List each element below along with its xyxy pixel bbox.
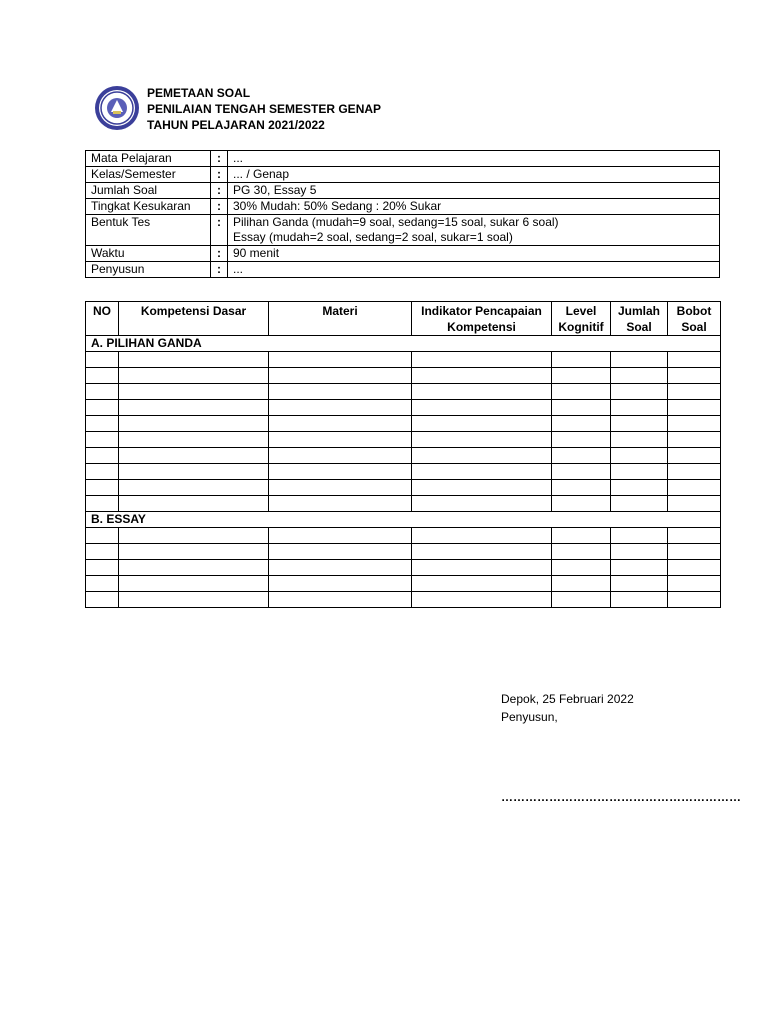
cell	[86, 544, 119, 560]
info-value: ...	[228, 151, 720, 167]
info-row	[86, 262, 720, 278]
cell	[552, 416, 611, 432]
info-label: Penyusun	[86, 262, 211, 278]
info-table	[85, 150, 720, 278]
cell	[611, 560, 668, 576]
cell	[412, 352, 552, 368]
signature-block	[501, 690, 634, 726]
cell	[552, 384, 611, 400]
cell	[119, 544, 269, 560]
cell	[412, 592, 552, 608]
table-row	[86, 544, 721, 560]
cell	[269, 480, 412, 496]
cell	[86, 368, 119, 384]
cell	[269, 368, 412, 384]
info-label: Waktu	[86, 246, 211, 262]
cell	[668, 368, 721, 384]
signature-line: ……………………………………………………	[501, 790, 741, 804]
cell	[668, 560, 721, 576]
header-title-2: PENILAIAN TENGAH SEMESTER GENAP	[147, 102, 382, 116]
cell	[119, 592, 269, 608]
table-header-row	[86, 302, 721, 336]
header-level-line-1: Level	[565, 304, 597, 318]
cell	[552, 464, 611, 480]
info-colon: :	[211, 215, 228, 246]
info-row	[86, 183, 720, 199]
cell	[119, 384, 269, 400]
section-row-essay	[86, 512, 721, 528]
cell	[552, 576, 611, 592]
cell	[412, 432, 552, 448]
header-bobot-line-2: Soal	[681, 320, 707, 334]
signature-role: Penyusun,	[501, 710, 558, 724]
cell	[86, 496, 119, 512]
cell	[119, 560, 269, 576]
info-value: 90 menit	[228, 246, 720, 262]
cell	[552, 544, 611, 560]
cell	[552, 352, 611, 368]
cell	[668, 544, 721, 560]
cell	[269, 528, 412, 544]
cell	[611, 576, 668, 592]
table-row	[86, 400, 721, 416]
cell	[86, 576, 119, 592]
info-colon: :	[211, 151, 228, 167]
cell	[668, 416, 721, 432]
header-level-line-2: Kognitif	[558, 320, 604, 334]
cell	[86, 464, 119, 480]
header-kompetensi-dasar: Kompetensi Dasar	[119, 302, 269, 336]
cell	[552, 368, 611, 384]
header-indikator	[412, 302, 552, 336]
info-colon: :	[211, 246, 228, 262]
cell	[119, 352, 269, 368]
header-jumlah-line-1: Jumlah	[617, 304, 660, 318]
cell	[668, 592, 721, 608]
header-no: NO	[86, 302, 119, 336]
table-row	[86, 560, 721, 576]
cell	[611, 480, 668, 496]
section-label: A. PILIHAN GANDA	[86, 336, 721, 352]
cell	[552, 496, 611, 512]
cell	[269, 560, 412, 576]
info-row	[86, 199, 720, 215]
cell	[412, 464, 552, 480]
table-row	[86, 432, 721, 448]
cell	[86, 560, 119, 576]
table-row	[86, 592, 721, 608]
cell	[119, 496, 269, 512]
table-row	[86, 480, 721, 496]
info-value-line-1: Pilihan Ganda (mudah=9 soal, sedang=15 soal, sukar 6 soal)	[233, 215, 559, 229]
header-title-1: PEMETAAN SOAL	[147, 86, 251, 100]
cell	[269, 592, 412, 608]
cell	[412, 384, 552, 400]
table-row	[86, 384, 721, 400]
header-indikator-line-1: Indikator Pencapaian	[421, 304, 542, 318]
mapping-table	[85, 301, 721, 608]
section-row-pilihan-ganda	[86, 336, 721, 352]
cell	[412, 544, 552, 560]
cell	[269, 352, 412, 368]
cell	[412, 576, 552, 592]
header-jumlah	[611, 302, 668, 336]
cell	[611, 592, 668, 608]
cell	[611, 352, 668, 368]
cell	[412, 496, 552, 512]
header-title-3: TAHUN PELAJARAN 2021/2022	[147, 118, 325, 132]
cell	[611, 448, 668, 464]
cell	[552, 400, 611, 416]
cell	[86, 416, 119, 432]
cell	[86, 400, 119, 416]
section-label: B. ESSAY	[86, 512, 721, 528]
cell	[86, 384, 119, 400]
table-body	[86, 336, 721, 608]
header-jumlah-line-2: Soal	[626, 320, 652, 334]
cell	[611, 544, 668, 560]
cell	[552, 432, 611, 448]
cell	[119, 480, 269, 496]
cell	[119, 432, 269, 448]
cell	[269, 432, 412, 448]
cell	[119, 528, 269, 544]
cell	[668, 352, 721, 368]
info-value: 30% Mudah: 50% Sedang : 20% Sukar	[228, 199, 720, 215]
info-label: Mata Pelajaran	[86, 151, 211, 167]
info-label: Jumlah Soal	[86, 183, 211, 199]
cell	[668, 528, 721, 544]
header-bobot	[668, 302, 721, 336]
cell	[269, 464, 412, 480]
cell	[119, 416, 269, 432]
cell	[668, 400, 721, 416]
table-row	[86, 416, 721, 432]
cell	[668, 432, 721, 448]
table-row	[86, 576, 721, 592]
header-level	[552, 302, 611, 336]
cell	[611, 432, 668, 448]
cell	[412, 416, 552, 432]
cell	[668, 480, 721, 496]
cell	[269, 576, 412, 592]
cell	[611, 416, 668, 432]
cell	[269, 400, 412, 416]
document-header	[147, 85, 381, 133]
info-colon: :	[211, 167, 228, 183]
cell	[119, 464, 269, 480]
cell	[269, 544, 412, 560]
cell	[86, 352, 119, 368]
cell	[611, 528, 668, 544]
header-materi: Materi	[269, 302, 412, 336]
signature-place-date: Depok, 25 Februari 2022	[501, 692, 634, 706]
table-row	[86, 528, 721, 544]
table-row	[86, 352, 721, 368]
table-row	[86, 496, 721, 512]
info-value: PG 30, Essay 5	[228, 183, 720, 199]
table-row	[86, 464, 721, 480]
cell	[552, 480, 611, 496]
cell	[552, 560, 611, 576]
cell	[668, 576, 721, 592]
cell	[668, 384, 721, 400]
cell	[412, 368, 552, 384]
cell	[611, 496, 668, 512]
table-row	[86, 448, 721, 464]
cell	[412, 448, 552, 464]
cell	[611, 464, 668, 480]
info-colon: :	[211, 199, 228, 215]
info-colon: :	[211, 262, 228, 278]
cell	[119, 448, 269, 464]
cell	[552, 448, 611, 464]
info-colon: :	[211, 183, 228, 199]
info-row	[86, 246, 720, 262]
cell	[86, 592, 119, 608]
info-row	[86, 167, 720, 183]
info-value: ...	[228, 262, 720, 278]
cell	[611, 384, 668, 400]
info-label: Tingkat Kesukaran	[86, 199, 211, 215]
info-label: Kelas/Semester	[86, 167, 211, 183]
cell	[86, 480, 119, 496]
cell	[269, 384, 412, 400]
cell	[552, 592, 611, 608]
info-label: Bentuk Tes	[86, 215, 211, 246]
cell	[412, 480, 552, 496]
cell	[611, 400, 668, 416]
cell	[269, 448, 412, 464]
info-value: ... / Genap	[228, 167, 720, 183]
cell	[269, 496, 412, 512]
cell	[412, 560, 552, 576]
cell	[668, 464, 721, 480]
cell	[86, 528, 119, 544]
cell	[119, 400, 269, 416]
cell	[119, 368, 269, 384]
cell	[269, 416, 412, 432]
info-row	[86, 215, 720, 246]
cell	[412, 528, 552, 544]
cell	[668, 448, 721, 464]
cell	[412, 400, 552, 416]
header-indikator-line-2: Kompetensi	[447, 320, 516, 334]
cell	[86, 448, 119, 464]
table-row	[86, 368, 721, 384]
cell	[552, 528, 611, 544]
info-value	[228, 215, 720, 246]
info-row	[86, 151, 720, 167]
cell	[668, 496, 721, 512]
header-bobot-line-1: Bobot	[676, 304, 712, 318]
cell	[86, 432, 119, 448]
cell	[611, 368, 668, 384]
info-value-line-2: Essay (mudah=2 soal, sedang=2 soal, sukar=1 soal)	[233, 230, 513, 244]
school-seal-logo	[94, 85, 140, 131]
cell	[119, 576, 269, 592]
